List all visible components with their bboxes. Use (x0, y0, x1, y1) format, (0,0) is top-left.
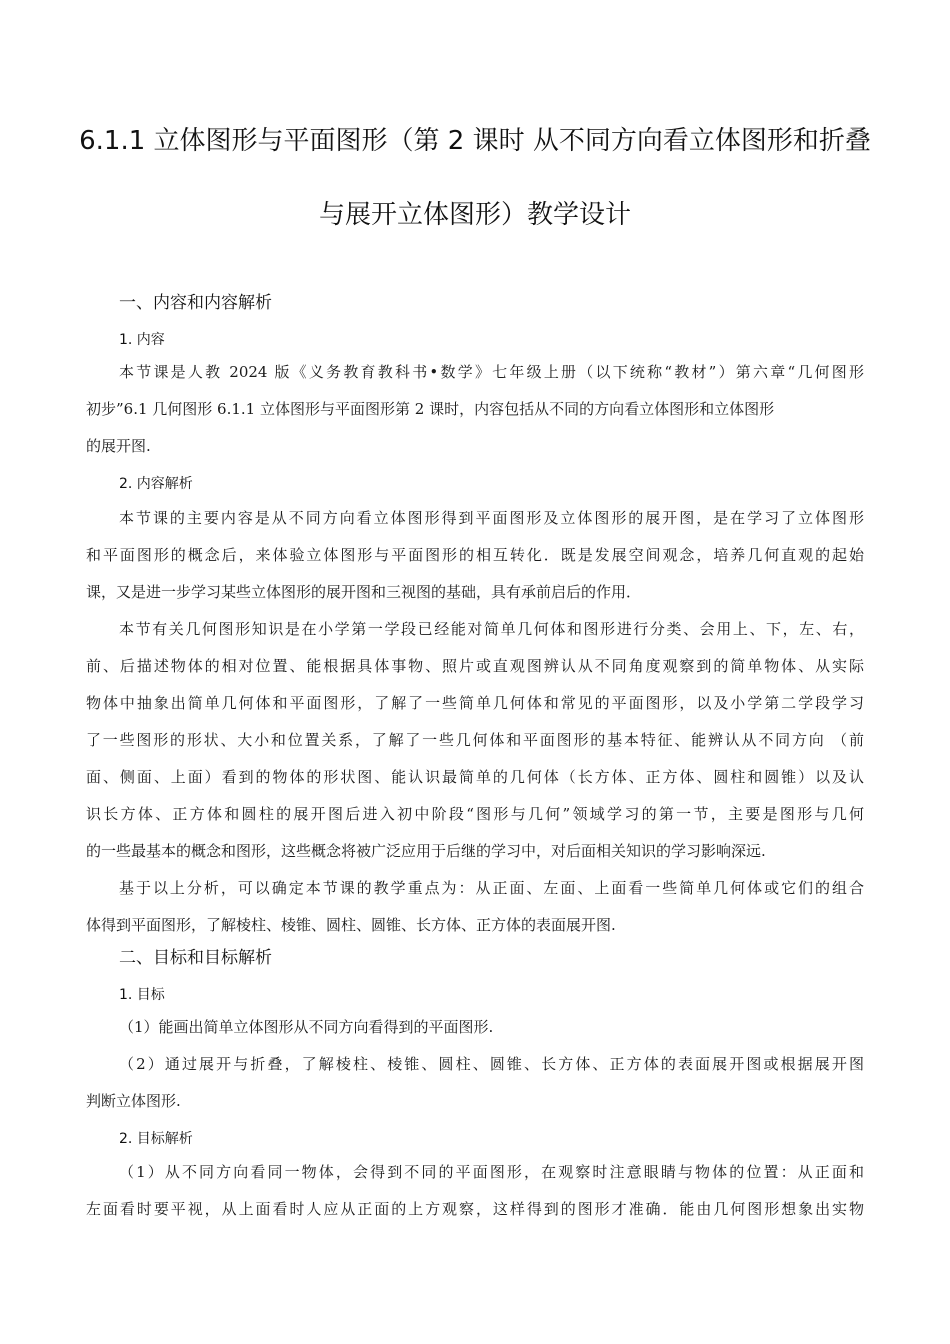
paragraph-line: 本节有关几何图形知识是在小学第一学段已经能对简单几何体和图形进行分类、会用上、下，左、右， (119, 620, 864, 638)
paragraph-line: 识长方体、正方体和圆柱的展开图后进入初中阶段“图形与几何”领域学习的第一节，主要是图形与几何 (86, 805, 864, 823)
paragraph-line: 本节课的主要内容是从不同方向看立体图形得到平面图形及立体图形的展开图，是在学习了立体图形 (119, 509, 864, 527)
paragraph-line: 体得到平面图形，了解棱柱、棱锥、圆柱、圆锥、长方体、正方体的表面展开图. (86, 916, 616, 934)
paragraph-line: 的展开图. (86, 437, 151, 455)
document-title-line-1: 6.1.1 立体图形与平面图形（第 2 课时 从不同方向看立体图形和折叠 (79, 126, 871, 156)
paragraph-line: 课，又是进一步学习某些立体图形的展开图和三视图的基础，具有承前启后的作用． (86, 583, 642, 601)
paragraph-line: 前、后描述物体的相对位置、能根据具体事物、照片或直观图辨认从不同角度观察到的简单物体、从实际 (86, 657, 864, 675)
goal-item: （2）通过展开与折叠，了解棱柱、棱锥、圆柱、圆锥、长方体、正方体的表面展开图或根据展开图 (119, 1055, 864, 1073)
paragraph-line: 本节课是人教 2024 版《义务教育教科书•数学》七年级上册（以下统称“教材”）第六章“几何图形 (119, 363, 864, 381)
subsection-heading-goals: 1. 目标 (119, 987, 165, 1003)
paragraph-line: 基于以上分析，可以确定本节课的教学重点为：从正面、左面、上面看一些简单几何体或它们的组合 (119, 879, 864, 897)
paragraph-line: 初步”6.1 几何图形 6.1.1 立体图形与平面图形第 2 课时，内容包括从不同的方向看立体图形和立体图形 (86, 400, 775, 418)
paragraph-line: 和平面图形的概念后，来体验立体图形与平面图形的相互转化．既是发展空间观念，培养几何直观的起始 (86, 546, 864, 564)
goal-item: （1）能画出简单立体图形从不同方向看得到的平面图形. (119, 1018, 494, 1036)
subsection-heading-content-analysis: 2. 内容解析 (119, 476, 193, 492)
paragraph-line: 的一些最基本的概念和图形，这些概念将被广泛应用于后继的学习中，对后面相关知识的学习影响深远. (86, 842, 766, 860)
paragraph-line: 左面看时要平视，从上面看时人应从正面的上方观察，这样得到的图形才准确．能由几何图形想象出实物 (86, 1200, 864, 1218)
document-title-line-2: 与展开立体图形）教学设计 (318, 200, 631, 230)
section-heading-content: 一、内容和内容解析 (119, 293, 272, 313)
subsection-heading-content: 1. 内容 (119, 332, 165, 348)
paragraph-line: 面、侧面、上面）看到的物体的形状图、能认识最简单的几何体（长方体、正方体、圆柱和圆锥）以及认 (86, 768, 864, 786)
subsection-heading-goals-analysis: 2. 目标解析 (119, 1131, 193, 1147)
paragraph-line: （1）从不同方向看同一物体，会得到不同的平面图形，在观察时注意眼睛与物体的位置：从正面和 (119, 1163, 864, 1181)
paragraph-line: 物体中抽象出简单几何体和平面图形，了解了一些简单几何体和常见的平面图形，以及小学第二学段学习 (86, 694, 864, 712)
paragraph-line: 了一些图形的形状、大小和位置关系，了解了一些几何体和平面图形的基本特征、能辨认从不同方向 （前 (86, 731, 864, 749)
goal-item-continued: 判断立体图形. (86, 1092, 181, 1110)
section-heading-goals: 二、目标和目标解析 (119, 948, 272, 968)
